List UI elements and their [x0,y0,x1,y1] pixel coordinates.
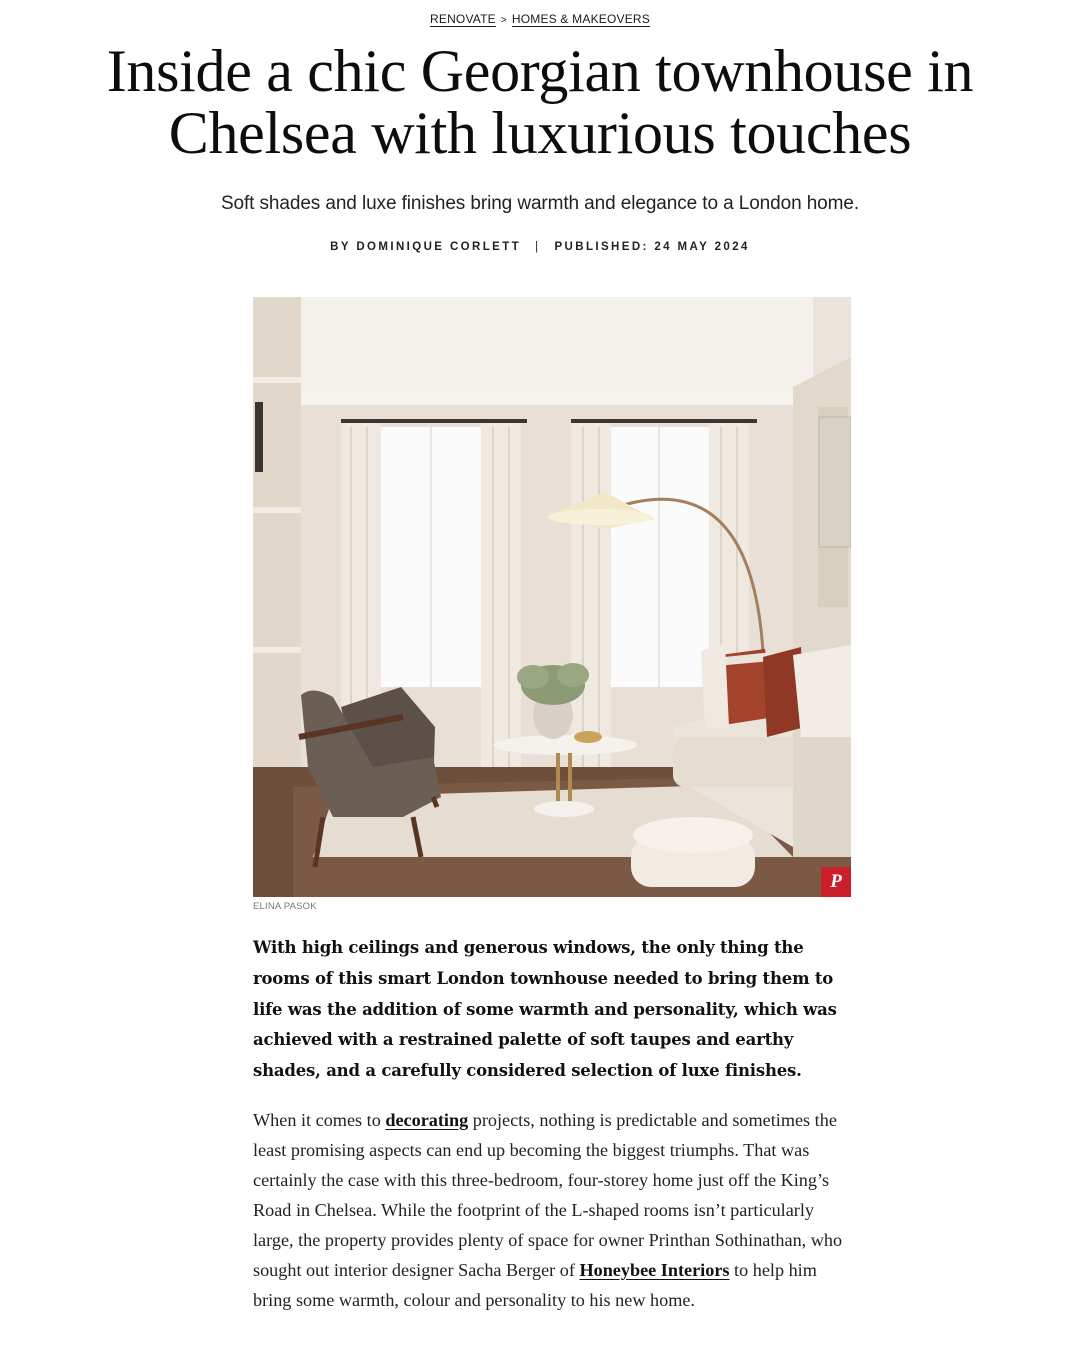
image-credit: ELINA PASOK [253,901,317,912]
hero-image [253,297,851,897]
decorating-link[interactable]: decorating [385,1110,469,1130]
author-name: BY DOMINIQUE CORLETT [330,241,522,253]
honeybee-interiors-link[interactable]: Honeybee Interiors [579,1260,730,1280]
pinterest-icon: P [830,871,842,892]
article-title: Inside a chic Georgian townhouse in Chelsea with luxurious touches [106,38,974,166]
body-text-segment: When it comes to [253,1110,386,1130]
breadcrumb-separator: > [500,15,507,26]
living-room-illustration [253,297,851,897]
publish-date: PUBLISHED: 24 MAY 2024 [554,241,750,253]
body-text-segment: to help him bring some warmth, colour and personality to his new home. [253,1260,817,1310]
article-body-paragraph [253,1105,857,1315]
article-lede: With high ceilings and generous windows, the only thing the rooms of this smart London townhouse needed to bring them to life was the addition of some warmth and personality, which was achieved with a restrained palette of soft taupes and earthy shades, and a carefully considered selection of luxe finishes. [253,938,837,1081]
byline-divider: | [535,241,541,253]
breadcrumb [0,12,1080,26]
article-standfirst: Soft shades and luxe finishes bring warmth and elegance to a London home. [220,193,860,214]
breadcrumb-renovate-link[interactable]: RENOVATE [430,12,496,26]
pinterest-save-button[interactable] [821,867,851,897]
article-byline [0,241,1080,253]
body-text-segment: projects, nothing is predictable and sometimes the least promising aspects can end up becoming the biggest triumphs. That was certainly the case with this three-bedroom, four-storey home just off the King’s Road in Chelsea. While the footprint of the L-shaped rooms isn’t particularly large, the property provides plenty of space for owner Printhan Sothinathan, who sought out interior designer Sacha Berger of [253,1110,843,1280]
breadcrumb-homes-makeovers-link[interactable]: HOMES & MAKEOVERS [511,12,650,26]
